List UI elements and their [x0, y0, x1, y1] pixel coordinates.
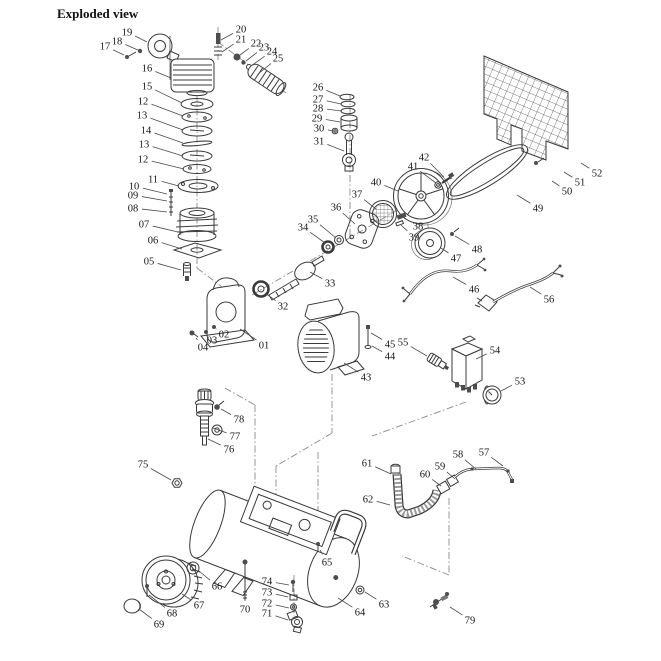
part-label-67: 67 [193, 600, 205, 612]
part-label-33: 33 [324, 278, 336, 290]
piston [341, 115, 357, 131]
leader-line-74 [276, 583, 289, 585]
part-label-63: 63 [378, 599, 390, 611]
leader-line-09 [142, 197, 167, 201]
leader-line-43 [344, 363, 358, 372]
air-tank [176, 462, 378, 631]
part-label-26: 26 [312, 82, 324, 94]
part-label-43: 43 [360, 372, 372, 384]
leader-line-36 [343, 213, 355, 224]
motor-wire [402, 258, 487, 303]
part-label-60: 60 [419, 469, 431, 481]
leader-line-71 [276, 616, 288, 620]
part-label-77: 77 [229, 431, 241, 443]
part-label-22: 22 [250, 38, 262, 50]
leader-line-12 [152, 161, 184, 169]
leader-line-08 [142, 209, 167, 212]
pressure-gauge [483, 386, 501, 404]
part-label-03: 03 [206, 335, 218, 347]
leader-line-16 [155, 71, 171, 78]
stud-bolt [169, 189, 173, 216]
part-label-20: 20 [235, 24, 247, 36]
part-label-05: 05 [143, 256, 155, 268]
part-label-38: 38 [412, 221, 424, 233]
part-label-01: 01 [258, 340, 270, 352]
leader-line-58 [465, 460, 476, 469]
part-label-17: 17 [99, 41, 111, 53]
belt-guard [484, 56, 568, 160]
leader-line-39 [401, 225, 407, 231]
part-label-16: 16 [141, 63, 153, 75]
part-label-14: 14 [140, 125, 152, 137]
connecting-rod [343, 133, 356, 171]
leader-line-31 [327, 144, 344, 151]
part-label-24: 24 [266, 46, 278, 58]
part-label-46: 46 [468, 284, 480, 296]
leader-line-19 [135, 36, 147, 42]
part-label-27: 27 [312, 94, 324, 106]
part-label-51: 51 [574, 177, 586, 189]
hub-cap [124, 599, 140, 613]
part-label-59: 59 [434, 461, 446, 473]
part-label-18: 18 [111, 36, 123, 48]
base-gasket [174, 243, 221, 258]
leader-line-26 [326, 90, 340, 96]
motor [295, 299, 364, 375]
part-label-12: 12 [137, 96, 149, 108]
part-label-40: 40 [370, 177, 382, 189]
leader-line-62 [377, 501, 390, 505]
leader-line-06 [162, 243, 182, 249]
part-label-45: 45 [384, 339, 396, 351]
part-label-64: 64 [354, 607, 366, 619]
fitting-stack [287, 580, 302, 633]
tank-plug [356, 586, 364, 594]
crank-nut [335, 236, 344, 245]
piston-rings [340, 94, 355, 114]
leader-line-07 [153, 226, 178, 232]
part-label-75: 75 [137, 459, 149, 471]
part-label-13: 13 [136, 110, 148, 122]
leader-line-75 [151, 468, 171, 480]
part-label-74: 74 [261, 576, 273, 588]
pressure-switch [452, 336, 482, 393]
part-label-42: 42 [418, 152, 430, 164]
part-label-62: 62 [362, 494, 374, 506]
part-label-21: 21 [235, 34, 247, 46]
part-label-13: 13 [138, 139, 150, 151]
leader-line-20 [221, 33, 233, 40]
part-label-47: 47 [450, 253, 462, 265]
part-label-19: 19 [121, 27, 133, 39]
leader-line-63 [365, 592, 376, 599]
check-valve [426, 352, 450, 372]
leader-line-78 [221, 409, 231, 415]
part-label-25: 25 [272, 53, 284, 65]
part-label-12: 12 [137, 154, 149, 166]
leader-line-13 [150, 118, 183, 130]
leader-line-18 [125, 45, 138, 50]
part-label-49: 49 [532, 203, 544, 215]
part-label-70: 70 [239, 604, 251, 616]
part-label-69: 69 [153, 619, 165, 631]
leader-line-11 [162, 181, 179, 186]
valve-plate-stack [178, 99, 218, 193]
part-label-72: 72 [261, 598, 273, 610]
pulley-screw [450, 228, 459, 236]
part-label-73: 73 [261, 587, 273, 599]
leader-line-05 [158, 263, 181, 270]
leader-line-48 [455, 236, 469, 244]
wheel [142, 556, 203, 607]
part-label-58: 58 [452, 449, 464, 461]
leader-line-44 [372, 346, 382, 352]
hose-fittings [437, 475, 459, 494]
part-label-36: 36 [330, 202, 342, 214]
leader-line-29 [326, 120, 340, 122]
part-label-52: 52 [591, 168, 603, 180]
part-label-53: 53 [514, 376, 526, 388]
leader-line-04 [196, 338, 197, 340]
part-label-37: 37 [351, 189, 363, 201]
leader-line-73 [276, 594, 288, 597]
part-label-61: 61 [361, 458, 373, 470]
cylinder-bolt [184, 263, 191, 282]
leader-line-13 [153, 147, 183, 156]
tank-nut [172, 479, 182, 488]
leader-line-46 [453, 277, 466, 285]
leader-line-12 [151, 104, 183, 116]
safety-valve [196, 389, 225, 445]
part-label-65: 65 [321, 557, 333, 569]
leader-line-55 [411, 347, 427, 356]
part-label-55: 55 [397, 337, 409, 349]
leader-line-23 [246, 53, 257, 61]
part-label-31: 31 [313, 136, 325, 148]
leader-line-53 [501, 385, 512, 391]
part-label-28: 28 [312, 103, 324, 115]
cover-screws [125, 33, 222, 59]
part-label-02: 02 [218, 329, 230, 341]
part-label-78: 78 [233, 414, 245, 426]
leader-line-34 [310, 232, 325, 243]
part-label-50: 50 [561, 186, 573, 198]
leader-line-28 [327, 109, 341, 111]
part-label-35: 35 [307, 214, 319, 226]
part-label-29: 29 [311, 113, 323, 125]
long-bolt [243, 560, 248, 601]
part-label-23: 23 [258, 42, 270, 54]
leader-line-22 [240, 48, 249, 55]
part-label-39: 39 [408, 232, 420, 244]
leader-line-57 [491, 457, 503, 466]
part-label-56: 56 [543, 294, 555, 306]
part-label-06: 06 [147, 235, 159, 247]
leader-line-45 [371, 333, 382, 339]
part-label-54: 54 [489, 345, 501, 357]
part-label-15: 15 [141, 81, 153, 93]
leader-line-17 [113, 50, 124, 55]
part-label-41: 41 [407, 161, 419, 173]
leader-line-35 [320, 225, 336, 238]
drain-cock [430, 592, 449, 610]
part-label-71: 71 [261, 608, 273, 620]
leader-line-60 [432, 479, 441, 486]
leader-line-61 [375, 467, 391, 474]
part-label-09: 09 [127, 190, 139, 202]
part-label-68: 68 [166, 608, 178, 620]
leader-line-51 [564, 172, 572, 177]
part-label-66: 66 [211, 581, 223, 593]
fan-disc [370, 201, 397, 228]
leader-line-50 [552, 181, 560, 186]
cylinder-head [171, 59, 214, 96]
tank-platform [240, 486, 340, 554]
part-label-07: 07 [138, 219, 150, 231]
leader-line-14 [154, 133, 183, 143]
crankshaft [269, 256, 324, 300]
part-label-79: 79 [464, 615, 476, 627]
part-label-10: 10 [128, 181, 140, 193]
leader-line-52 [581, 163, 589, 168]
part-label-11: 11 [147, 174, 159, 186]
leader-line-72 [276, 605, 289, 608]
unloader-pipe [455, 467, 514, 483]
shaft-key [396, 212, 407, 225]
part-label-76: 76 [223, 444, 235, 456]
leader-line-56 [530, 287, 541, 294]
part-label-48: 48 [471, 244, 483, 256]
guard-screw [534, 158, 544, 165]
leader-line-66 [199, 571, 210, 580]
leader-line-10 [143, 188, 167, 194]
leader-line-27 [327, 101, 341, 104]
piston-pin [332, 128, 338, 134]
leader-line-79 [450, 607, 462, 615]
part-label-08: 08 [127, 203, 139, 215]
leader-line-21 [222, 44, 234, 52]
part-label-32: 32 [277, 301, 289, 313]
part-label-34: 34 [297, 222, 309, 234]
part-label-30: 30 [313, 123, 325, 135]
page-title: Exploded view [57, 6, 139, 21]
part-label-04: 04 [197, 342, 209, 354]
leader-line-76 [208, 439, 221, 445]
leader-line-49 [517, 195, 530, 203]
motor-bolt [365, 325, 371, 349]
part-label-57: 57 [478, 447, 490, 459]
part-label-44: 44 [384, 351, 396, 363]
leader-line-69 [139, 609, 152, 619]
